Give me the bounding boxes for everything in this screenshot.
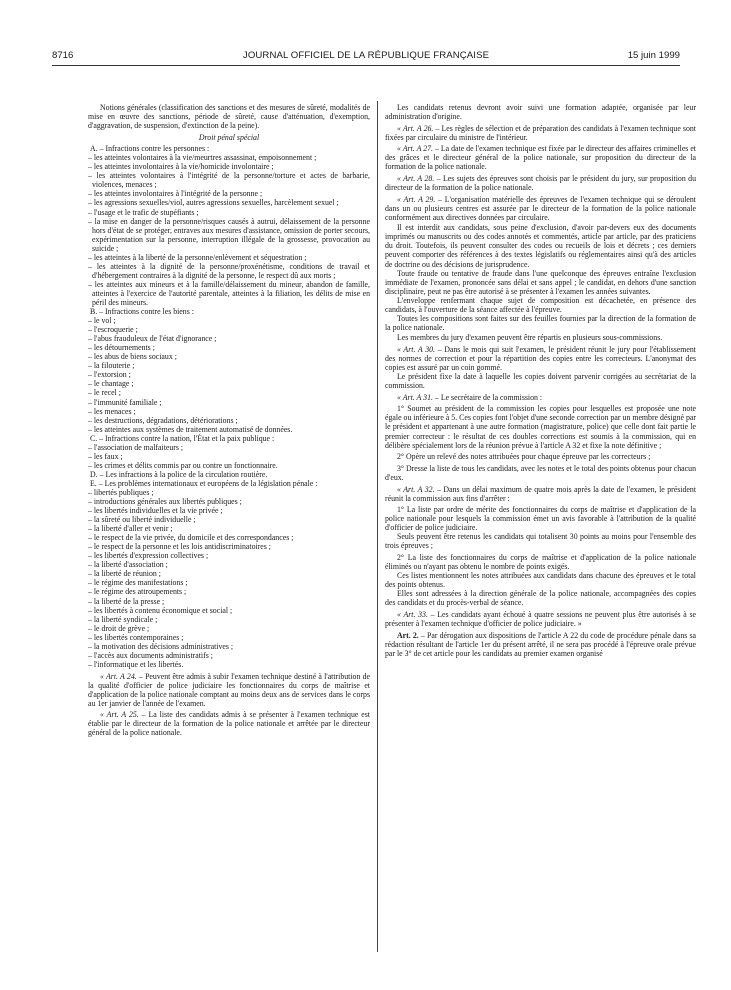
section-e-title: E. – Les problèmes internationaux et européens de la législation pénale : <box>90 478 318 488</box>
list-item: – l'abus frauduleux de l'état d'ignorance ; <box>88 334 217 344</box>
article-a26 <box>385 124 696 142</box>
list-item: – les libertés à contenu économique et social ; <box>88 605 233 615</box>
list-item: – l'informatique et les libertés. <box>88 659 184 669</box>
article-33-text: – Les candidats ayant échoué à quatre sessions ne peuvent plus être autorisés à se présenter à l'examen technique d'officier de police judiciaire. » <box>385 609 696 628</box>
column-separator <box>377 101 378 952</box>
list-item: – l'extorsion ; <box>88 370 131 380</box>
paragraph-president-date: Le président fixe la date à laquelle les copies doivent parvenir corrigées au secrétariat de la commission. <box>385 372 696 391</box>
article-a29-text: – L'organisation matérielle des épreuves de l'examen technique qui se déroulent dans un ou plusieurs centres est assurée par le directeur de la formation de la police nationale conformément aux directives données par circulaire. <box>385 194 696 222</box>
section-a-title: A. – Infractions contre les personnes : <box>90 144 210 154</box>
article-a32-text: – Dans un délai maximum de quatre mois après la date de l'examen, le président réunit la commission aux fins d'arrêter : <box>385 484 696 503</box>
list-item: – le respect de la vie privée, du domicile et des correspondances ; <box>88 533 294 543</box>
article-a29 <box>385 195 696 222</box>
list-item: – le droit de grève ; <box>88 623 150 633</box>
article-a25-text: – La liste des candidats admis à se présenter à l'examen technique est établie par le directeur de la formation de la police nationale et arrêtée par le directeur général de la police nationale. <box>88 710 370 738</box>
section-b-title: B. – Infractions contre les biens : <box>90 307 194 317</box>
page-header <box>52 50 680 66</box>
list-item: – la liberté syndicale ; <box>88 614 158 624</box>
paragraph-points-threshold: Seuls peuvent être retenus les candidats qui totalisent 30 points au moins pour l'ensemble des trois épreuves ; <box>385 532 696 551</box>
list-item: – la sûreté ou liberté individuelle ; <box>88 515 196 525</box>
list-item: – les agressions sexuelles/viol, autres agressions sexuelles, harcèlement sexuel ; <box>88 198 339 208</box>
paragraph-fraud: Toute fraude ou tentative de fraude dans l'une quelconque des épreuves entraîne l'exclusion immédiate de l'examen, prononcée sans délai et sans appel ; le candidat, en dehors d'une sanction disciplinaire, peut ne pas être autorisé à se présenter à l'examen les années suivantes. <box>385 268 696 296</box>
paragraph-point-1: 1° Soumet au président de la commission les copies pour lesquelles est proposée une note égale ou inférieure à 5. Ces copies font l'objet d'une seconde correction par un membre désigné par le président et appartenant à une autre formation (magistrature, police) que celle dont fait partie le premier correcteur : le résultat de ces doubles corrections est soumis à la commission, qui en délibère spécialement lors de la réunion prévue à l'article A 32 et fixe la note définitive ; <box>385 404 696 450</box>
paragraph-sheets: Toutes les compositions sont faites sur des feuilles fournies par la direction de la formation de la police nationale. <box>385 313 696 332</box>
list-item: – les menaces ; <box>88 406 136 416</box>
list-item: – l'usage et le trafic de stupéfiants ; <box>88 207 199 217</box>
article-a28-text: – Les sujets des épreuves sont choisis par le président du jury, sur proposition du directeur de la formation de la police nationale. <box>385 174 696 193</box>
list-item: – la motivation des décisions administratives ; <box>88 641 234 651</box>
section-d-title: D. – Les infractions à la police de la circulation routière. <box>90 469 268 479</box>
list-item: – les atteintes involontaires à l'intégrité de la personne ; <box>88 189 263 199</box>
paragraph-lists-sent: Elles sont adressées à la direction générale de la police nationale, accompagnées des copies des candidats et du procès-verbal de séance. <box>385 589 696 608</box>
list-item: – les atteintes aux systèmes de traitement automatisé de données. <box>88 424 293 434</box>
article-33-ref: « Art. 33. <box>397 609 428 619</box>
list-item: – les atteintes à la dignité de la personne/proxénétisme, conditions de travail et d'hébergement contraires à la dignité de la personne, le respect dû aux morts ; <box>88 261 370 280</box>
list-item: – la liberté de la presse ; <box>88 596 165 606</box>
paragraph-lists-notes: Ces listes mentionnent les notes attribuées aux candidats dans chacune des épreuves et le total des points obtenus. <box>385 571 696 590</box>
paragraph-point-3: 3° Dresse la liste de tous les candidats, avec les notes et le total des points obtenus pour chacun d'eux. <box>385 463 696 482</box>
article-a30-ref: « Art. A 30. <box>397 344 436 354</box>
paragraph-point-2: 2° Opère un relevé des notes attribuées pour chaque épreuve par les correcteurs ; <box>397 452 651 462</box>
list-item: – les libertés individuelles et la vie privée ; <box>88 506 223 516</box>
list-item: – l'immunité familiale ; <box>88 397 162 407</box>
article-a29-ref: « Art. A 29. <box>397 194 436 204</box>
list-item: – les détournements ; <box>88 343 155 353</box>
list-item: – les abus de biens sociaux ; <box>88 352 177 362</box>
article-a28-ref: « Art. A 28. <box>397 174 435 184</box>
article-a24-text: – Peuvent être admis à subir l'examen technique destiné à l'attribution de la qualité d'officier de police judiciaire les fonctionnaires du corps de maîtrise et d'application de la police nationale comptant au moins deux ans de services dans le corps au 1er janvier de l'année de l'examen. <box>88 671 370 708</box>
list-item: – les atteintes involontaires à la vie/homicide involontaire ; <box>88 162 274 172</box>
article-a32-ref: « Art. A 32. <box>397 484 435 494</box>
list-item: – le respect de la personne et les lois antidiscriminatoires ; <box>88 542 271 552</box>
section-heading: Droit pénal spécial <box>198 133 260 143</box>
article-a24-ref: « Art. A 24. <box>100 671 137 681</box>
list-item: – introductions générales aux libertés publiques ; <box>88 497 242 507</box>
list-item: – les atteintes volontaires à la vie/meurtres assassinat, empoisonnement ; <box>88 153 317 163</box>
paragraph-eliminated-list: 2° La liste des fonctionnaires du corps de maîtrise et d'application de la police nationale éliminés ou n'ayant pas obtenu le nombre de points exigés. <box>385 553 696 572</box>
intro-paragraph: Notions générales (classification des sanctions et des mesures de sûreté, modalités de mise en œuvre des sanctions, période de sûreté, cause d'atténuation, d'exemption, d'aggravation, de suspension, d'extinction de la peine). <box>88 103 370 131</box>
article-33 <box>385 610 696 628</box>
list-item: – les atteintes aux mineurs et à la famille/délaissement du mineur, abandon de famille, atteintes à l'exercice de l'autorité parentale, atteintes à la filiation, les délits de mise en péril des mineurs. <box>88 279 370 307</box>
list-item: – le chantage ; <box>88 379 134 389</box>
article-a24 <box>88 672 370 708</box>
article-a26-text: – Les règles de sélection et de préparation des candidats à l'examen technique sont fixées par circulaire du ministre de l'intérieur. <box>385 123 696 142</box>
section-e-list <box>88 488 370 669</box>
paragraph-envelope: L'enveloppe renfermant chaque sujet de composition est décachetée, en présence des candidats, à l'ouverture de la séance affectée à l'épreuve. <box>385 295 696 314</box>
article-a30-text: – Dans le mois qui suit l'examen, le président réunit le jury pour l'établissement des normes de correction et pour la répartition des copies entre les correcteurs. L'anonymat des copies est assuré par un coin gommé. <box>385 344 696 373</box>
article-2 <box>385 631 696 658</box>
article-a31-text: – Le secrétaire de la commission : <box>432 392 543 402</box>
list-item: – les libertés d'expression collectives ; <box>88 551 209 561</box>
list-item: – le régime des manifestations ; <box>88 578 188 588</box>
article-a31-ref: « Art. A 31. <box>397 392 433 402</box>
section-c-list <box>88 443 370 470</box>
list-item: – les destructions, dégradations, détériorations ; <box>88 415 238 425</box>
article-a27 <box>385 144 696 171</box>
article-a26-ref: « Art. A 26. <box>397 123 434 133</box>
journal-title: JOURNAL OFFICIEL DE LA RÉPUBLIQUE FRANÇAISE <box>242 50 490 61</box>
list-item: – libertés publiques ; <box>88 487 154 497</box>
article-a30 <box>385 345 696 372</box>
article-a32 <box>385 485 696 503</box>
section-c-title: C. – Infractions contre la nation, l'État et la paix publique : <box>90 433 275 443</box>
list-item: – la liberté d'association ; <box>88 560 168 570</box>
list-item: – les atteintes à la liberté de la personne/enlèvement et séquestration ; <box>88 252 307 262</box>
article-2-text: – Par dérogation aux dispositions de l'article A 22 du code de procédure pénale dans sa rédaction résultant de l'article 1er du présent arrêté, il ne sera pas procédé à l'épreuve orale prévue par le 3° de cet article pour les candidats au premier examen organisé <box>385 630 696 658</box>
list-item: – le vol ; <box>88 316 116 326</box>
list-item: – la mise en danger de la personne/risques causés à autrui, délaissement de la personne hors d'état de se protéger, entraves aux mesures d'assistance, omission de porter secours, expérimentation sur la personne, interruption illégale de la grossesse, provocation au suicide ; <box>88 216 370 253</box>
list-item: – les faux ; <box>88 451 123 461</box>
list-item: – le recel ; <box>88 388 121 398</box>
list-item: – le régime des attroupements ; <box>88 587 187 597</box>
page-number: 8716 <box>52 50 74 61</box>
paragraph-jury: Les membres du jury d'examen peuvent être répartis en plusieurs sous-commissions. <box>397 333 663 343</box>
section-b-list <box>88 316 370 434</box>
list-item: – l'escroquerie ; <box>88 325 138 335</box>
list-item: – l'accès aux documents administratifs ; <box>88 650 213 660</box>
article-a27-text: – La date de l'examen technique est fixée par le directeur des affaires criminelles et des grâces et le directeur général de la police nationale, sur proposition du directeur de la formation de la police nationale. <box>385 144 696 172</box>
article-2-ref: Art. 2. <box>397 630 419 640</box>
header-rule <box>52 65 680 66</box>
paragraph-training: Les candidats retenus devront avoir suivi une formation adaptée, organisée par leur administration d'origine. <box>385 103 696 122</box>
article-a27-ref: « Art. A 27. <box>397 144 433 154</box>
paragraph-merit-list: 1° La liste par ordre de mérite des fonctionnaires du corps de maîtrise et d'application de la police nationale pour lesquels la commission émet un avis favorable à l'attribution de la qualité d'officier de police judiciaire. <box>385 505 696 533</box>
publication-date: 15 juin 1999 <box>627 50 680 61</box>
list-item: – l'association de malfaiteurs ; <box>88 442 184 452</box>
list-item: – la liberté d'aller et venir ; <box>88 524 173 534</box>
article-a25-ref: « Art. A 25. <box>100 710 139 720</box>
article-a25 <box>88 710 370 737</box>
right-column <box>385 103 696 658</box>
list-item: – la filouterie ; <box>88 361 135 371</box>
list-item: – les libertés contemporaines ; <box>88 632 184 642</box>
list-item: – les atteintes volontaires à l'intégrité de la personne/torture et actes de barbarie, violences, menaces ; <box>88 171 370 190</box>
list-item: – les crimes et délits commis par ou contre un fonctionnaire. <box>88 460 278 470</box>
section-a-list <box>88 153 370 307</box>
left-column <box>88 103 370 737</box>
list-item: – la liberté de réunion ; <box>88 569 161 579</box>
article-a28 <box>385 174 696 192</box>
paragraph-documents: Il est interdit aux candidats, sous peine d'exclusion, d'avoir par-devers eux des documents imprimés ou manuscrits ou des codes annotés et commentés, article par article, par des praticiens du droit. Toutefois, ils peuvent consulter des codes ou recueils de lois et décrets ; ces derniers peuvent comporter des références à des textes législatifs ou réglementaires ainsi qu'à des articles de doctrine ou des décisions de jurisprudence. <box>385 223 696 269</box>
article-a31 <box>385 393 696 402</box>
